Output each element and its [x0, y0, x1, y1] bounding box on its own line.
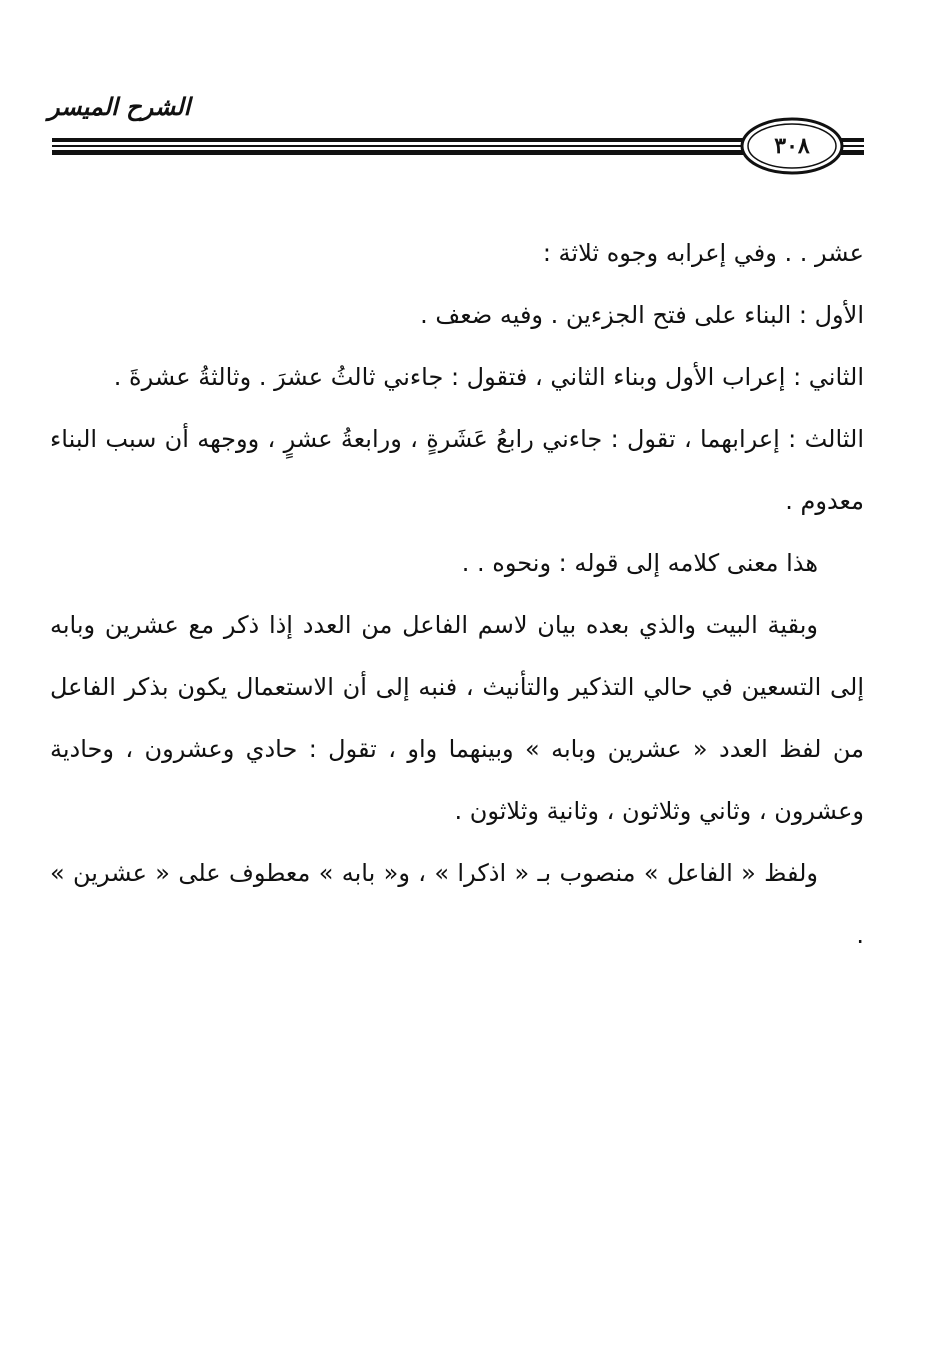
paragraph: عشر . . وفي إعرابه وجوه ثلاثة : [542, 239, 864, 267]
page-header [0, 0, 944, 200]
paragraph: الثالث : إعرابهما ، تقول : جاءني رابعُ عَشَرةٍ ، ورابعةُ عشرٍ ، ووجهه أن سبب البناء معدوم . [50, 425, 864, 515]
paragraph: ولفظ « الفاعل » منصوب بـ « اذكرا » ، و« بابه » معطوف على « عشرين » . [50, 859, 864, 949]
paragraph: الثاني : إعراب الأول وبناء الثاني ، فتقول : جاءني ثالثُ عشرَ . وثالثةُ عشرةَ . [113, 363, 864, 391]
paragraph: الأول : البناء على فتح الجزءين . وفيه ضعف . [420, 301, 864, 329]
paragraph: هذا معنى كلامه إلى قوله : ونحوه . . [461, 549, 818, 577]
book-title: الشرح الميسر [48, 92, 191, 121]
paragraph: وبقية البيت والذي بعده بيان لاسم الفاعل من العدد إذا ذكر مع عشرين وبابه إلى التسعين في حالي التذكير والتأنيث ، فنبه إلى أن الاستعمال يكون بذكر الفاعل من لفظ العدد « عشرين وبابه » وبينهما واو ، تقول : حادي وعشرون ، وحادية وعشرون ، وثاني وثلاثون ، وثانية وثلاثون . [50, 611, 864, 825]
page-number: ٣٠٨ [774, 133, 810, 159]
page-body [50, 222, 864, 966]
